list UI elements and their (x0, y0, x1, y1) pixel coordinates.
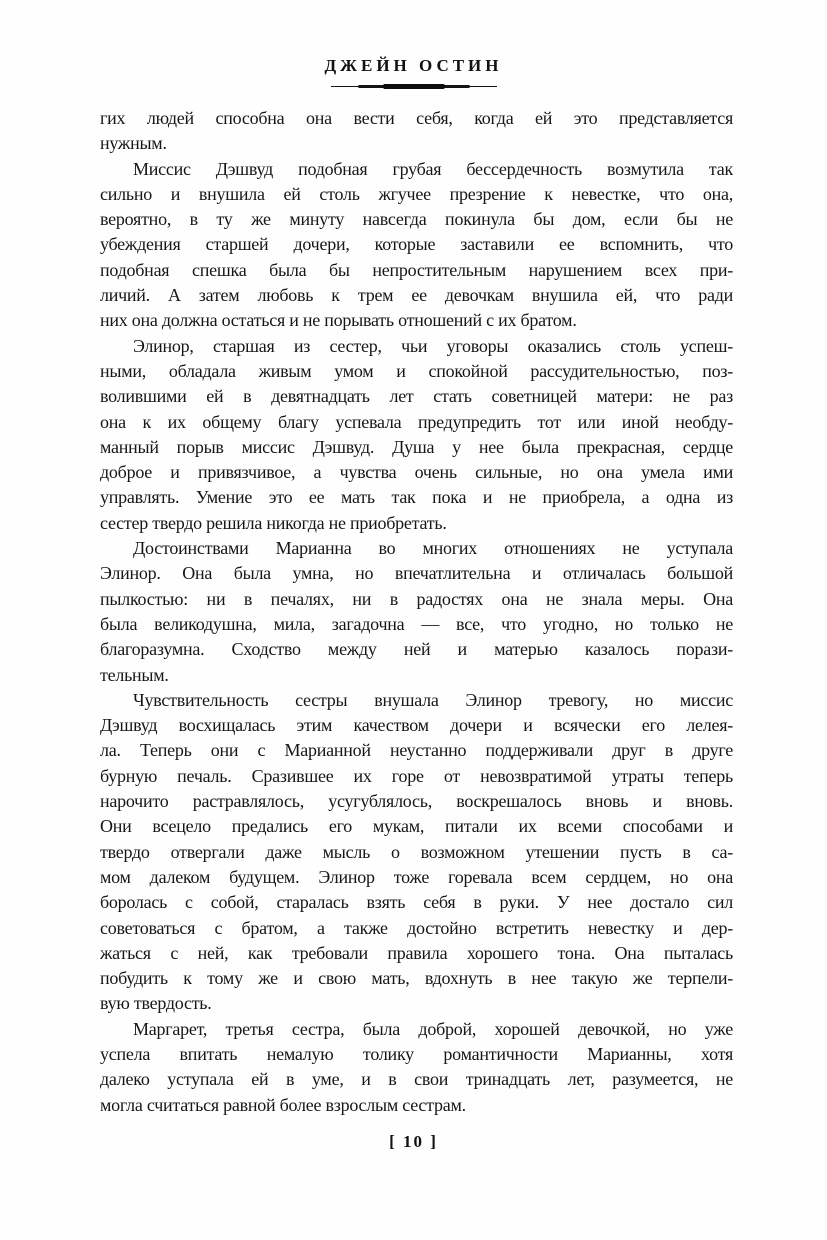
text-line: управлять. Умение это ее мать так пока и не приобрела, а одна из (100, 487, 733, 508)
text-line: она к их общему благу успевала предупредить тот или иной необду- (100, 411, 733, 432)
text-line: жаться с ней, как требовали правила хорошего тона. Она пыталась (100, 942, 733, 963)
text-line: нужным. (100, 133, 167, 154)
header-divider-rule (331, 84, 497, 90)
text-line: успела впитать немалую толику романтичности Марианны, хотя (100, 1043, 733, 1064)
text-line: Чувствительность сестры внушала Элинор тревогу, но миссис (133, 689, 733, 710)
text-line: бурную печаль. Сразившее их горе от невозвратимой утраты теперь (100, 765, 733, 786)
text-line: твердо отвергали даже мысль о возможном утешении пусть в са- (100, 841, 733, 862)
text-line: Дэшвуд восхищалась этим качеством дочери и всячески его лелея- (100, 715, 733, 736)
paragraph (100, 334, 733, 536)
divider-core-line (383, 84, 445, 89)
text-line: Элинор, старшая из сестер, чьи уговоры оказались столь успеш- (133, 335, 733, 356)
paragraph (100, 536, 733, 688)
text-line: мом далеком будущем. Элинор тоже горевала всем сердцем, но она (100, 866, 733, 887)
running-header-author: ДЖЕЙН ОСТИН (324, 56, 503, 75)
text-line: вую твердость. (100, 993, 212, 1014)
text-line: нарочито растравлялось, усугублялось, воскрешалось вновь и вновь. (100, 791, 733, 812)
text-line: волившими ей в девятнадцать лет стать советницей матери: не раз (100, 386, 733, 407)
paragraph (100, 106, 733, 157)
text-line: вероятно, в ту же минуту навсегда покинула бы дом, если бы не (100, 209, 733, 230)
text-line: сестер твердо решила никогда не приобретать. (100, 512, 447, 533)
text-line: убеждения старшей дочери, которые заставили ее вспомнить, что (100, 234, 733, 255)
body-text (100, 106, 733, 1118)
text-line: была великодушна, мила, загадочна — все, что угодно, но только не (100, 613, 733, 634)
paragraph (100, 1017, 733, 1118)
text-line: манный порыв миссис Дэшвуд. Душа у нее была прекрасная, сердце (100, 436, 733, 457)
text-line: подобная спешка была бы непростительным нарушением всех при- (100, 259, 733, 280)
text-line: Маргарет, третья сестра, была доброй, хорошей девочкой, но уже (133, 1018, 733, 1039)
text-line: тельным. (100, 664, 169, 685)
text-line: могла считаться равной более взрослым сестрам. (100, 1094, 466, 1115)
text-line: них она должна остаться и не порывать отношений с их братом. (100, 310, 577, 331)
text-line: Миссис Дэшвуд подобная грубая бессердечность возмутила так (133, 158, 733, 179)
text-line: благоразумна. Сходство между ней и матерью казалось порази- (100, 639, 733, 660)
text-line: советоваться с братом, а также достойно встретить невестку и дер- (100, 917, 733, 938)
text-line: Достоинствами Марианна во многих отношениях не уступала (133, 538, 733, 559)
text-line: побудить к тому же и свою мать, вдохнуть в нее такую же терпели- (100, 968, 733, 989)
text-line: ными, обладала живым умом и спокойной рассудительностью, поз- (100, 360, 733, 381)
text-line: личий. А затем любовь к трем ее девочкам внушила ей, что ради (100, 285, 733, 306)
paragraph (100, 688, 733, 1017)
text-line: доброе и привязчивое, а чувства очень сильные, но она умела ими (100, 462, 733, 483)
text-line: Элинор. Она была умна, но впечатлительна и отличалась большой (100, 563, 733, 584)
paragraph (100, 157, 733, 334)
text-line: далеко уступала ей в уме, и в свои тринадцать лет, разумеется, не (100, 1069, 733, 1090)
text-line: Они всецело предались его мукам, питали их всеми способами и (100, 816, 733, 837)
text-line: гих людей способна она вести себя, когда ей это представляется (100, 108, 733, 128)
text-line: пылкостью: ни в печалях, ни в радостях она не знала меры. Она (100, 588, 733, 609)
text-line: ла. Теперь они с Марианной неустанно поддерживали друг в друге (100, 740, 733, 761)
text-line: боролась с собой, старалась взять себя в руки. У нее достало сил (100, 892, 733, 913)
text-line: сильно и внушила ей столь жгучее презрение к невестке, что она, (100, 183, 733, 204)
page-number: [ 10 ] (389, 1132, 438, 1151)
